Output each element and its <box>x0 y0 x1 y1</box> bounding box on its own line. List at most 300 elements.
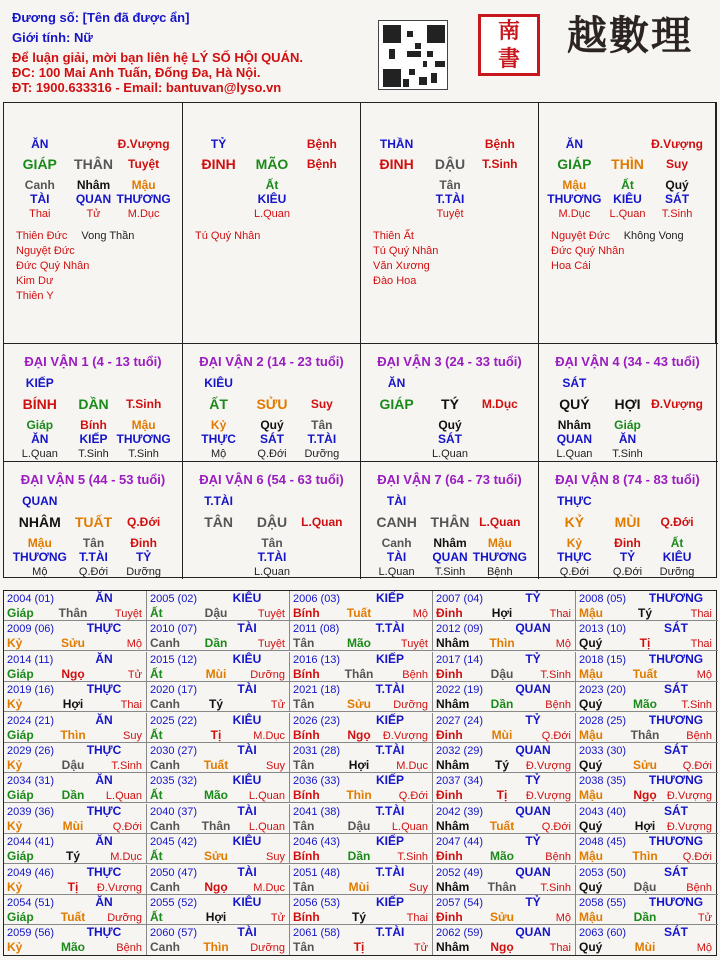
year-cell[interactable] <box>4 865 147 895</box>
year-ten-god: QUAN <box>515 682 551 697</box>
year-label: 2053 (50) <box>579 866 627 879</box>
year-cell[interactable] <box>147 713 290 743</box>
year-stage: Bệnh <box>545 851 571 864</box>
year-branch: Tuất <box>632 666 658 681</box>
luck-stem: ẤT <box>209 396 228 412</box>
luck-stage: Q.Đới <box>660 515 694 529</box>
luck-ten-god: TÀI <box>386 494 407 508</box>
luck-hidden-god: ĂN <box>618 432 637 446</box>
luck-stem: KỶ <box>564 514 585 530</box>
year-label: 2014 (11) <box>7 653 54 666</box>
year-cell[interactable] <box>4 621 147 651</box>
year-cell[interactable] <box>433 682 576 712</box>
year-stage: Dưỡng <box>107 912 142 924</box>
year-ten-god: T.TÀI <box>375 803 405 818</box>
year-label: 2026 (23) <box>293 714 341 727</box>
luck-hidden-stage: Q.Đới <box>559 566 589 578</box>
hidden-stage: Tuyệt <box>436 208 464 220</box>
shensha-item: Đào Hoa <box>373 275 417 287</box>
luck-hidden-stem: Mậu <box>487 536 512 550</box>
year-cell[interactable] <box>433 925 576 955</box>
luck-hidden-stem: Giáp <box>26 418 54 432</box>
year-ten-god: THƯƠNG <box>648 895 704 909</box>
year-cell[interactable] <box>576 865 716 895</box>
hidden-stem: Nhâm <box>76 178 111 192</box>
header-gender: Giới tính: Nữ <box>12 30 93 45</box>
year-stage: Thai <box>690 638 712 651</box>
year-cell[interactable] <box>290 895 433 925</box>
year-cell[interactable] <box>290 743 433 773</box>
year-stage: T.Sinh <box>681 699 712 712</box>
year-stage: Suy <box>266 851 285 864</box>
year-branch: Dậu <box>633 879 657 894</box>
year-stage: Suy <box>123 729 142 742</box>
year-cell[interactable] <box>290 773 433 803</box>
year-cell[interactable] <box>147 865 290 895</box>
year-branch: Dần <box>490 697 514 712</box>
year-cell[interactable] <box>433 743 576 773</box>
year-label: 2057 (54) <box>436 897 484 909</box>
year-label: 2047 (44) <box>436 836 484 849</box>
year-ten-god: SÁT <box>664 803 688 818</box>
year-stage: T.Sinh <box>540 668 571 681</box>
luck-hidden-stem: Giáp <box>614 418 641 432</box>
year-row <box>4 652 718 682</box>
year-stage: Bệnh <box>686 729 712 742</box>
year-branch: Tị <box>67 879 79 894</box>
year-cell[interactable] <box>147 925 290 955</box>
year-label: 2006 (03) <box>293 593 341 605</box>
year-stem: Tân <box>293 818 315 833</box>
shensha-item: Nguyệt Đức <box>16 245 75 257</box>
year-cell[interactable] <box>576 773 716 803</box>
year-row <box>4 895 718 925</box>
luck-period-3 <box>361 344 539 461</box>
year-cell[interactable] <box>290 804 433 834</box>
luck-title: ĐẠI VẬN 8 (74 - 83 tuổi) <box>555 472 700 487</box>
year-ten-god: TÀI <box>237 682 257 697</box>
year-cell[interactable] <box>290 713 433 743</box>
year-stage: M.Dục <box>396 760 428 772</box>
year-cell[interactable] <box>433 773 576 803</box>
brand-logo: 越數理 <box>567 12 693 59</box>
year-stage: Dưỡng <box>250 668 285 681</box>
year-branch: Sửu <box>489 910 515 924</box>
year-stem: Canh <box>150 697 180 712</box>
year-label: 2043 (40) <box>579 805 627 818</box>
year-stage: Tử <box>270 912 285 924</box>
year-stem: Kỷ <box>7 879 23 894</box>
year-cell[interactable] <box>433 865 576 895</box>
year-ten-god: T.TÀI <box>375 682 405 697</box>
year-cell[interactable] <box>576 591 716 621</box>
life-stage: Suy <box>666 157 689 171</box>
year-label: 2027 (24) <box>436 714 484 727</box>
year-stem: Kỷ <box>7 758 23 772</box>
luck-ten-god: SÁT <box>562 376 587 390</box>
year-stage: M.Dục <box>110 851 142 864</box>
year-stage: Bệnh <box>402 668 428 681</box>
year-cell[interactable] <box>290 834 433 864</box>
year-branch: Dần <box>204 636 228 651</box>
year-row <box>4 743 718 773</box>
year-branch: Mão <box>61 940 85 955</box>
shensha-item: Đức Quý Nhân <box>16 260 90 272</box>
shensha-list <box>16 229 134 304</box>
year-cell[interactable] <box>4 652 147 682</box>
year-label: 2061 (58) <box>293 927 341 940</box>
year-cell[interactable] <box>147 895 290 925</box>
year-cell[interactable] <box>290 865 433 895</box>
ten-god-top: TỶ <box>210 137 227 151</box>
year-cell[interactable] <box>433 713 576 743</box>
luck-stage: L.Quan <box>479 515 521 529</box>
year-ten-god: ĂN <box>95 651 113 666</box>
year-stem: Mậu <box>579 849 603 864</box>
year-ten-god: KIÊU <box>232 651 262 666</box>
year-stem: Bính <box>293 606 320 620</box>
luck-title: ĐẠI VẬN 3 (24 - 33 tuổi) <box>377 354 522 369</box>
year-cell[interactable] <box>4 925 147 955</box>
year-stage: Dưỡng <box>393 699 428 712</box>
luck-stem: TÂN <box>204 514 233 530</box>
year-label: 2031 (28) <box>293 745 341 757</box>
year-ten-god: ĂN <box>95 712 113 727</box>
year-label: 2011 (08) <box>293 623 340 636</box>
status-top: Bệnh <box>306 137 337 151</box>
year-branch: Mùi <box>634 940 656 955</box>
year-branch: Tị <box>210 727 222 742</box>
year-label: 2041 (38) <box>293 805 341 818</box>
luck-period-5 <box>4 462 183 579</box>
hidden-stage: L.Quan <box>253 208 291 220</box>
year-stage: M.Dục <box>253 729 285 742</box>
hidden-stem: Ất <box>621 178 634 192</box>
year-stem: Bính <box>293 849 320 864</box>
year-label: 2015 (12) <box>150 653 198 666</box>
year-cell[interactable] <box>147 591 290 621</box>
year-cell[interactable] <box>576 925 716 955</box>
year-ten-god: THƯƠNG <box>648 834 704 849</box>
year-cell[interactable] <box>433 804 576 834</box>
year-label: 2039 (36) <box>7 805 55 818</box>
year-cell[interactable] <box>576 834 716 864</box>
header-contact-note: Để luận giải, mời bạn liên hệ LÝ SỐ HỘI QUÁN. <box>12 50 303 65</box>
year-label: 2037 (34) <box>436 775 484 788</box>
year-stem: Kỷ <box>7 818 23 833</box>
year-label: 2004 (01) <box>7 593 55 605</box>
year-label: 2020 (17) <box>150 684 198 697</box>
hidden-ten-god: TÀI <box>30 192 50 206</box>
luck-hidden-god: TỶ <box>619 550 636 564</box>
year-branch: Thân <box>344 666 374 681</box>
year-cell[interactable] <box>576 804 716 834</box>
year-stage: Mộ <box>412 608 428 620</box>
year-cell[interactable] <box>4 773 147 803</box>
luck-stem: QUÝ <box>559 396 590 412</box>
year-ten-god: THỰC <box>86 925 122 940</box>
year-ten-god: TÀI <box>237 864 257 879</box>
year-cell[interactable] <box>147 652 290 682</box>
year-stem: Bính <box>293 727 320 742</box>
year-stage: Thai <box>549 942 571 955</box>
hidden-stem: Mậu <box>131 178 156 192</box>
year-label: 2052 (49) <box>436 866 484 879</box>
year-cell[interactable] <box>576 621 716 651</box>
luck-hidden-god: THỰC <box>557 550 592 564</box>
year-label: 2035 (32) <box>150 775 198 788</box>
year-ten-god: THƯƠNG <box>648 651 704 666</box>
luck-period-2 <box>183 344 361 461</box>
year-cell[interactable] <box>433 834 576 864</box>
luck-ten-god: KIÊU <box>204 376 233 390</box>
year-stage: Mộ <box>555 638 571 651</box>
year-stage: Mộ <box>696 942 712 955</box>
year-stage: Tuyệt <box>400 638 428 651</box>
year-branch: Mão <box>490 849 514 864</box>
year-row <box>4 865 718 895</box>
luck-branch: HỢI <box>614 396 641 412</box>
hidden-stem: Mậu <box>562 178 587 192</box>
year-ten-god: SÁT <box>664 743 688 757</box>
year-ten-god: KIẾP <box>375 591 404 605</box>
year-stage: Suy <box>266 760 285 772</box>
year-stem: Kỷ <box>7 697 23 712</box>
pillar-3 <box>361 103 539 343</box>
year-stage: Tử <box>413 942 428 955</box>
year-ten-god: KIẾP <box>375 773 404 788</box>
luck-branch: MÙI <box>614 514 641 530</box>
year-cell[interactable] <box>147 773 290 803</box>
year-stage: Đ.Vượng <box>666 790 712 803</box>
year-ten-god: SÁT <box>664 621 688 636</box>
year-cell[interactable] <box>4 743 147 773</box>
hidden-ten-god: KIÊU <box>613 192 642 206</box>
hidden-stage: M.Dục <box>558 208 591 220</box>
luck-ten-god: THỰC <box>557 494 592 508</box>
year-ten-god: TÀI <box>237 621 257 636</box>
luck-hidden-stem: Tân <box>261 536 283 550</box>
year-cell[interactable] <box>576 713 716 743</box>
luck-hidden-stage: Dưỡng <box>304 448 340 460</box>
year-branch: Tuất <box>203 758 229 772</box>
luck-hidden-stage: L.Quan <box>556 448 593 460</box>
hidden-ten-god: T.TÀI <box>435 192 465 206</box>
year-label: 2056 (53) <box>293 897 341 909</box>
luck-hidden-stage: L.Quan <box>253 566 291 578</box>
year-label: 2019 (16) <box>7 684 55 697</box>
luck-hidden-god: T.TÀI <box>79 550 108 564</box>
luck-hidden-stem: Kỷ <box>566 536 583 550</box>
luck-hidden-stage: L.Quan <box>378 566 415 578</box>
year-stage: L.Quan <box>105 790 142 803</box>
luck-hidden-stage: Dưỡng <box>659 566 695 578</box>
year-ten-god: THƯƠNG <box>648 591 704 605</box>
year-label: 2046 (43) <box>293 836 341 849</box>
year-branch: Dậu <box>61 758 85 772</box>
year-cell[interactable] <box>4 591 147 621</box>
luck-hidden-stem: Quý <box>260 418 284 432</box>
year-ten-god: KIÊU <box>232 773 262 788</box>
shensha-item: Đức Quý Nhân <box>551 245 625 257</box>
luck-stem: GIÁP <box>379 396 414 412</box>
year-ten-god: TÀI <box>237 925 257 940</box>
year-cell[interactable] <box>290 652 433 682</box>
year-label: 2055 (52) <box>150 897 198 909</box>
luck-title: ĐẠI VẬN 6 (54 - 63 tuổi) <box>199 472 344 487</box>
year-stage: Bệnh <box>686 881 712 894</box>
luck-title: ĐẠI VẬN 1 (4 - 13 tuổi) <box>24 354 162 369</box>
earthly-branch: MÃO <box>255 156 289 172</box>
year-cell[interactable] <box>433 621 576 651</box>
year-branch: Hợi <box>62 697 84 712</box>
luck-branch: SỬU <box>256 396 288 412</box>
year-cell[interactable] <box>290 591 433 621</box>
year-cell[interactable] <box>4 804 147 834</box>
year-branch: Tị <box>353 940 365 955</box>
year-stem: Canh <box>150 758 180 772</box>
year-ten-god: TỶ <box>525 712 541 727</box>
year-stage: Thai <box>120 699 142 712</box>
luck-title: ĐẠI VẬN 7 (64 - 73 tuổi) <box>377 472 522 487</box>
year-ten-god: KIẾP <box>375 895 404 909</box>
year-cell[interactable] <box>576 652 716 682</box>
year-ten-god: THỰC <box>86 682 122 697</box>
year-cell[interactable] <box>433 895 576 925</box>
year-stem: Nhâm <box>436 818 470 833</box>
luck-hidden-god: THƯƠNG <box>12 550 67 564</box>
year-ten-god: THƯƠNG <box>648 712 704 727</box>
year-cell[interactable] <box>433 591 576 621</box>
earthly-branch: THÂN <box>74 156 113 172</box>
luck-hidden-stem: Nhâm <box>557 418 592 432</box>
year-stem: Kỷ <box>7 940 23 955</box>
year-cell[interactable] <box>147 621 290 651</box>
header <box>0 0 720 102</box>
year-cell[interactable] <box>290 925 433 955</box>
header-owner: Đương số: [Tên đã được ẩn] <box>12 10 190 25</box>
hidden-stage: T.Sinh <box>661 208 693 220</box>
luck-hidden-stem: Canh <box>381 536 412 550</box>
year-stem: Đinh <box>436 788 463 803</box>
luck-hidden-stage: Q.Đới <box>257 448 287 460</box>
year-cell[interactable] <box>147 804 290 834</box>
year-stage: Q.Đới <box>682 851 712 864</box>
year-cell[interactable] <box>576 895 716 925</box>
luck-hidden-stage: Bệnh <box>486 566 513 578</box>
luck-hidden-stage: L.Quan <box>21 448 58 460</box>
year-branch: Mùi <box>205 666 227 681</box>
year-cell[interactable] <box>576 682 716 712</box>
luck-hidden-god: QUAN <box>432 550 468 564</box>
year-branch: Dần <box>347 849 371 864</box>
year-branch: Tý <box>351 910 366 924</box>
luck-hidden-stem: Tân <box>82 536 105 550</box>
year-label: 2048 (45) <box>579 836 627 849</box>
year-branch: Mão <box>347 636 371 651</box>
hidden-stem: Canh <box>24 178 55 192</box>
year-stage: T.Sinh <box>397 851 428 864</box>
luck-hidden-god: QUAN <box>556 432 593 446</box>
year-branch: Thìn <box>60 727 86 742</box>
year-stem: Canh <box>150 818 180 833</box>
year-cell[interactable] <box>433 652 576 682</box>
year-cell[interactable] <box>576 743 716 773</box>
luck-stage: Q.Đới <box>127 515 161 529</box>
year-ten-god: KIÊU <box>232 712 262 727</box>
year-stem: Mậu <box>579 666 603 681</box>
year-stage: Dưỡng <box>250 942 285 955</box>
luck-hidden-god: T.TÀI <box>257 550 287 564</box>
life-stage: Tuyệt <box>128 157 160 171</box>
year-cell[interactable] <box>290 682 433 712</box>
year-label: 2040 (37) <box>150 805 198 818</box>
year-ten-god: ĂN <box>95 834 113 849</box>
year-stem: Quý <box>579 818 603 833</box>
year-stem: Canh <box>150 879 180 894</box>
year-label: 2013 (10) <box>579 623 627 636</box>
year-cell[interactable] <box>4 895 147 925</box>
luck-stem: CANH <box>376 514 417 530</box>
luck-hidden-god: THƯƠNG <box>116 432 171 446</box>
year-cell[interactable] <box>4 834 147 864</box>
ten-god-top: ĂN <box>565 137 584 151</box>
luck-period-8 <box>539 462 716 579</box>
year-branch: Mùi <box>62 818 84 833</box>
year-cell[interactable] <box>4 713 147 743</box>
ten-god-top: ĂN <box>31 137 49 151</box>
year-stem: Tân <box>293 636 315 651</box>
hidden-stage: M.Dục <box>127 208 160 220</box>
qr-code-icon[interactable] <box>378 20 448 90</box>
year-row <box>4 834 718 864</box>
year-ten-god: THỰC <box>86 864 122 879</box>
year-stage: Thai <box>549 608 571 620</box>
year-branch: Tuất <box>346 606 372 620</box>
year-cell[interactable] <box>147 834 290 864</box>
luck-stage: M.Dục <box>481 397 518 411</box>
year-ten-god: SÁT <box>664 682 688 697</box>
year-ten-god: ĂN <box>95 591 113 605</box>
year-branch: Ngọ <box>61 666 85 681</box>
year-stage: Tuyệt <box>257 608 285 620</box>
shensha-item: Không Vong <box>623 230 684 242</box>
year-cell[interactable] <box>147 743 290 773</box>
year-ten-god: THỰC <box>86 803 122 818</box>
luck-hidden-stage: L.Quan <box>431 448 469 460</box>
luck-hidden-god: TÀI <box>386 550 407 564</box>
year-label: 2044 (41) <box>7 836 55 849</box>
luck-ten-god: QUAN <box>22 494 58 508</box>
earthly-branch: THÌN <box>611 156 644 172</box>
year-cell[interactable] <box>147 682 290 712</box>
year-cell[interactable] <box>290 621 433 651</box>
year-stem: Giáp <box>7 910 34 924</box>
heavenly-stem: GIÁP <box>22 156 57 172</box>
year-ten-god: KIẾP <box>375 651 404 666</box>
year-branch: Thân <box>487 879 517 894</box>
luck-hidden-stage: Dưỡng <box>126 566 161 578</box>
status-top: Đ.Vượng <box>117 137 170 151</box>
year-stage: T.Sinh <box>111 760 142 772</box>
year-cell[interactable] <box>4 682 147 712</box>
shensha-item: Hoa Cái <box>551 260 591 272</box>
year-stem: Nhâm <box>436 758 470 772</box>
header-address: ĐC: 100 Mai Anh Tuấn, Đống Đa, Hà Nội. <box>12 65 261 80</box>
year-ten-god: SÁT <box>664 925 688 940</box>
year-branch: Sửu <box>632 758 658 772</box>
seal-logo: 南 書 <box>478 14 540 76</box>
